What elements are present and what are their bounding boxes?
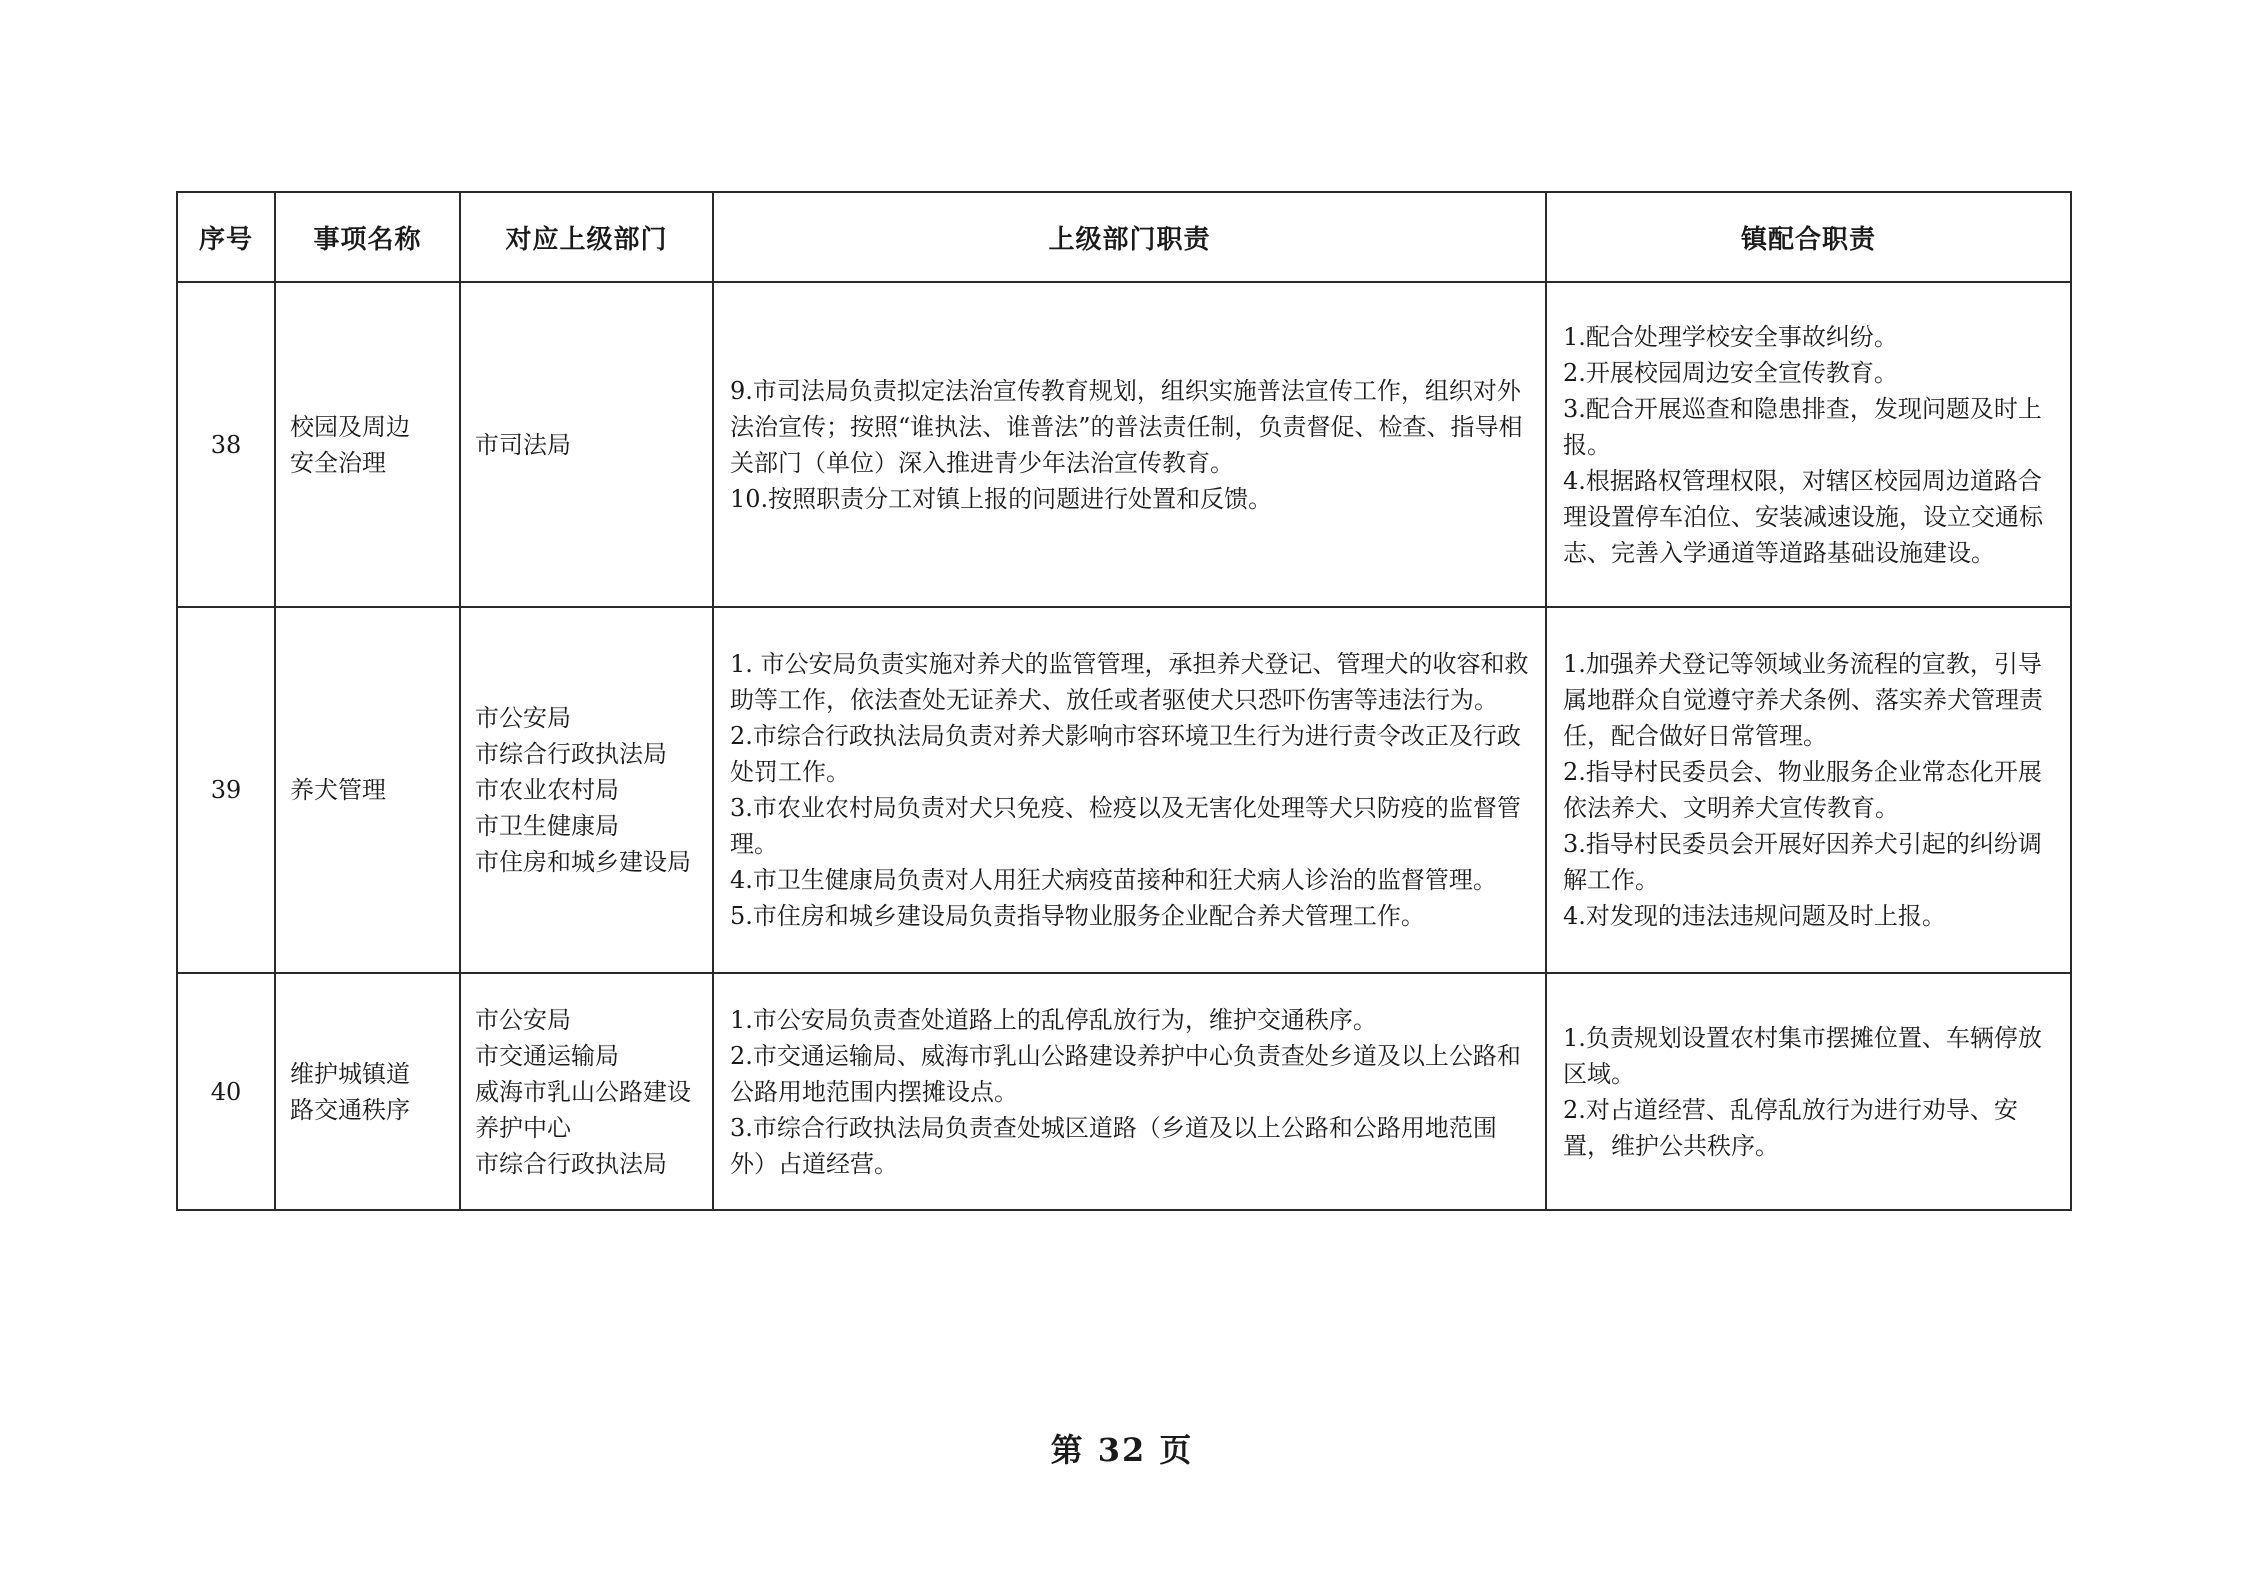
row-duty: 9.市司法局负责拟定法治宣传教育规划，组织实施普法宣传工作，组织对外法治宣传；按照“谁执法、谁普法”的普法责任制，负责督促、检查、指导相关部门（单位）深入推进青少年法治宣传教育。 10.按照职责分工对镇上报的问题进行处置和反馈。	[713, 282, 1546, 607]
row-duty: 1.市公安局负责查处道路上的乱停乱放行为，维护交通秩序。 2.市交通运输局、威海市乳山公路建设养护中心负责查处乡道及以上公路和公路用地范围内摆摊设点。 3.市综合行政执法局负责查处城区道路（乡道及以上公路和公路用地范围外）占道经营。	[713, 973, 1546, 1210]
row-dept: 市公安局 市交通运输局 威海市乳山公路建设养护中心 市综合行政执法局	[460, 973, 713, 1210]
row-coop: 1.负责规划设置农村集市摆摊位置、车辆停放区域。 2.对占道经营、乱停乱放行为进行劝导、安置，维护公共秩序。	[1546, 973, 2071, 1210]
responsibility-table	[176, 191, 2072, 1211]
row-dept: 市公安局 市综合行政执法局 市农业农村局 市卫生健康局 市住房和城乡建设局	[460, 607, 713, 973]
page-number: 第 32 页	[1050, 1431, 1194, 1469]
row-coop: 1.配合处理学校安全事故纠纷。 2.开展校园周边安全宣传教育。 3.配合开展巡查和隐患排查，发现问题及时上报。 4.根据路权管理权限，对辖区校园周边道路合理设置停车泊位、安装减速设施，设立交通标志、完善入学通道等道路基础设施建设。	[1546, 282, 2071, 607]
row-num: 38	[177, 282, 275, 607]
row-name: 养犬管理	[275, 607, 460, 973]
row-num: 39	[177, 607, 275, 973]
row-name: 维护城镇道 路交通秩序	[275, 973, 460, 1210]
row-coop: 1.加强养犬登记等领域业务流程的宣教，引导属地群众自觉遵守养犬条例、落实养犬管理责任，配合做好日常管理。 2.指导村民委员会、物业服务企业常态化开展依法养犬、文明养犬宣传教育。 3.指导村民委员会开展好因养犬引起的纠纷调解工作。 4.对发现的违法违规问题及时上报。	[1546, 607, 2071, 973]
table-header-row	[177, 192, 2071, 282]
table-row	[177, 973, 2071, 1210]
row-name: 校园及周边 安全治理	[275, 282, 460, 607]
header-dept: 对应上级部门	[460, 192, 713, 282]
header-duty: 上级部门职责	[713, 192, 1546, 282]
header-coop: 镇配合职责	[1546, 192, 2071, 282]
header-num: 序号	[177, 192, 275, 282]
header-name: 事项名称	[275, 192, 460, 282]
table-row	[177, 282, 2071, 607]
table-row	[177, 607, 2071, 973]
row-num: 40	[177, 973, 275, 1210]
row-dept: 市司法局	[460, 282, 713, 607]
row-duty: 1. 市公安局负责实施对养犬的监管管理，承担养犬登记、管理犬的收容和救助等工作，依法查处无证养犬、放任或者驱使犬只恐吓伤害等违法行为。 2.市综合行政执法局负责对养犬影响市容环境卫生行为进行责令改正及行政处罚工作。 3.市农业农村局负责对犬只免疫、检疫以及无害化处理等犬只防疫的监督管理。 4.市卫生健康局负责对人用狂犬病疫苗接种和狂犬病人诊治的监督管理。 5.市住房和城乡建设局负责指导物业服务企业配合养犬管理工作。	[713, 607, 1546, 973]
